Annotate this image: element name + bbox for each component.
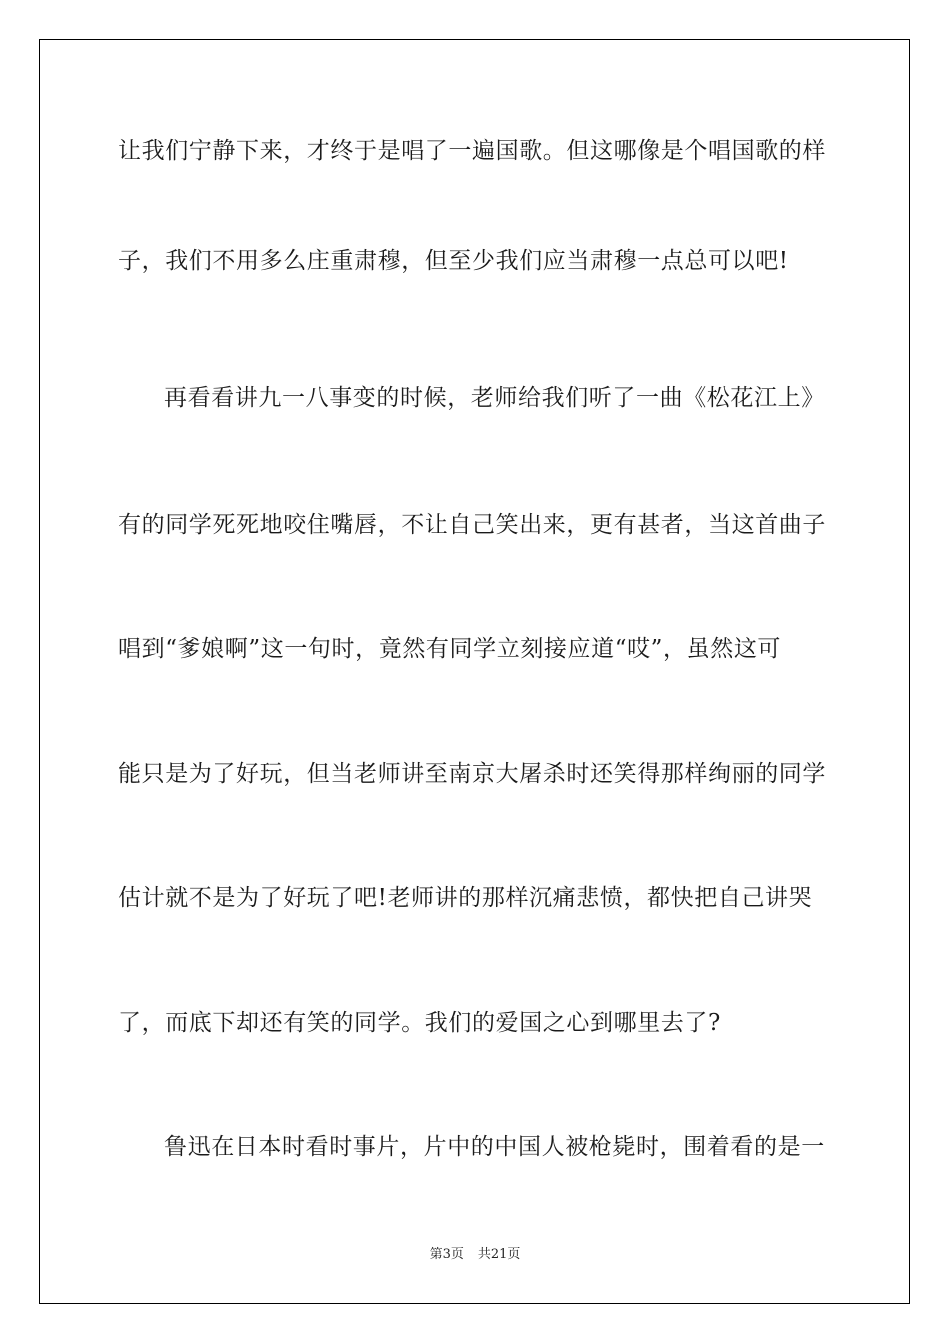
page-footer [0, 1246, 950, 1264]
text-line-8: 了，而底下却还有笑的同学。我们的爱国之心到哪里去了? [118, 1010, 721, 1036]
page-total: 共21页 [477, 1247, 521, 1262]
paragraph-start-line: 再看看讲九一八事变的时候，老师给我们听了一曲《松花江上》 [164, 385, 825, 411]
text-line-7: 估计就不是为了好玩了吧!老师讲的那样沉痛悲愤，都快把自己讲哭 [118, 885, 813, 911]
text-line-5: 唱到“爹娘啊”这一句时，竟然有同学立刻接应道“哎”，虽然这可 [118, 636, 782, 662]
page-border [39, 39, 910, 1304]
page-number: 第3页 [429, 1247, 464, 1262]
paragraph-start-line: 鲁迅在日本时看时事片，片中的中国人被枪毙时，围着看的是一 [164, 1134, 825, 1160]
text-line-6: 能只是为了好玩，但当老师讲至南京大屠杀时还笑得那样绚丽的同学 [118, 761, 826, 787]
text-line-2: 子，我们不用多么庄重肃穆，但至少我们应当肃穆一点总可以吧! [118, 248, 789, 274]
text-line-1: 让我们宁静下来，才终于是唱了一遍国歌。但这哪像是个唱国歌的样 [118, 138, 826, 164]
text-line-4: 有的同学死死地咬住嘴唇，不让自己笑出来，更有甚者，当这首曲子 [118, 512, 826, 538]
